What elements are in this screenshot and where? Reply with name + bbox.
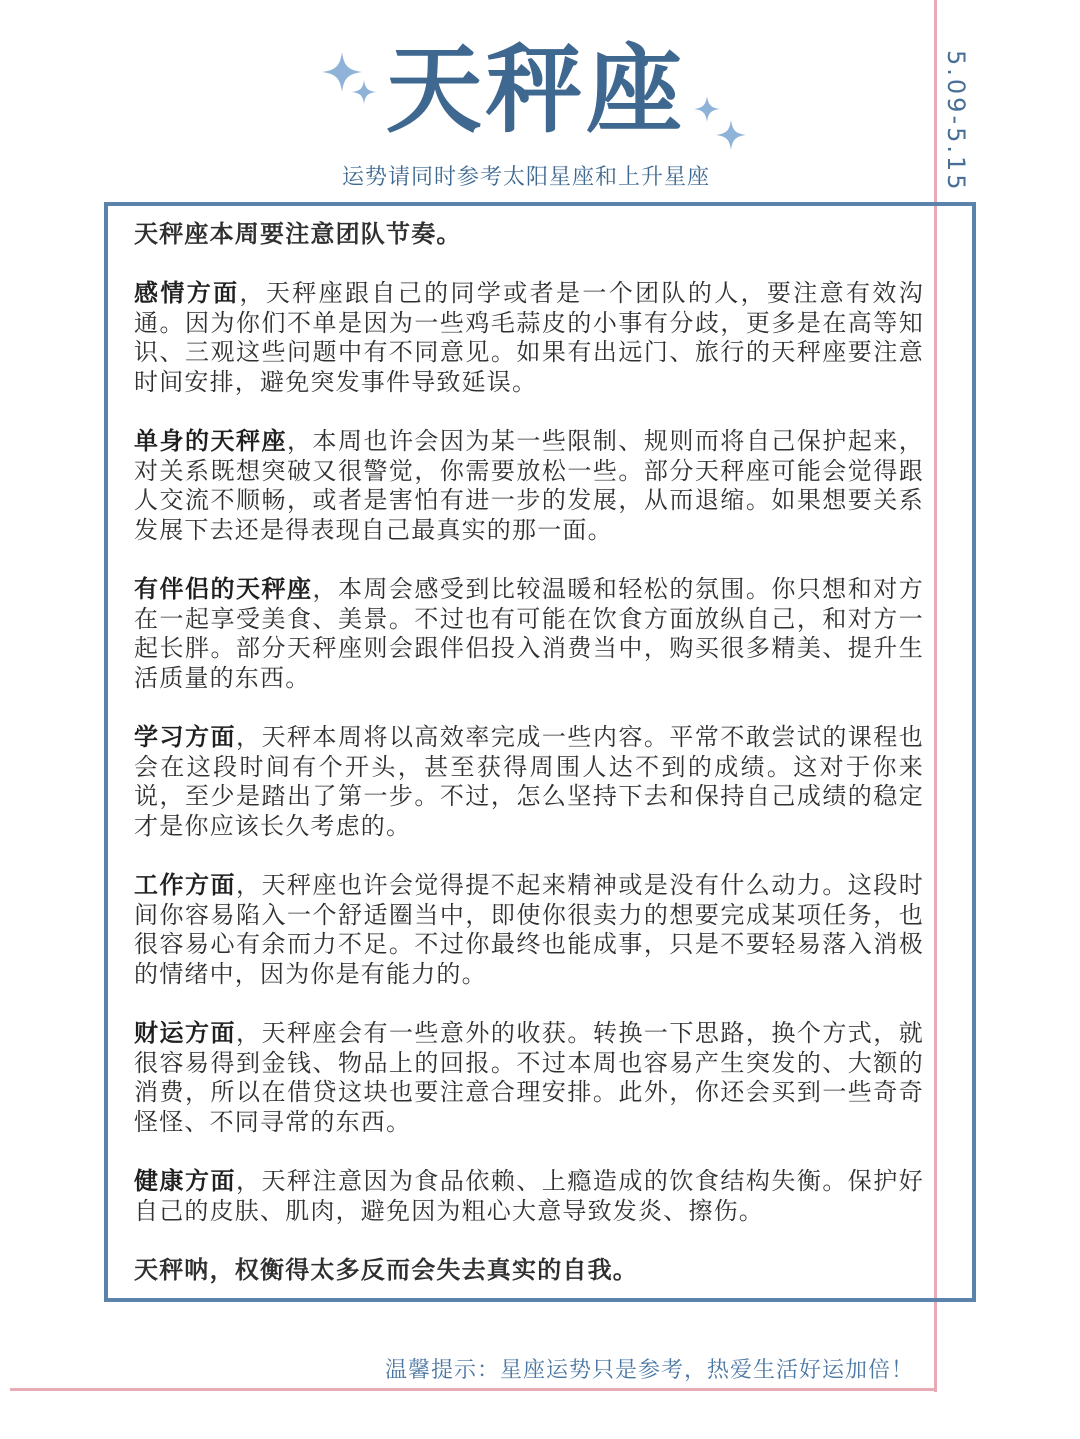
section-love	[134, 279, 924, 397]
section-heading: 有伴侣的天秤座	[134, 575, 313, 604]
section-body: ，天秤座跟自己的同学或者是一个团队的人，要注意有效沟通。因为你们不单是因为一些鸡毛蒜皮的小事有分歧，更多是在高等知识、三观这些问题中有不同意见。如果有出远门、旅行的天秤座要注意时间安排，避免突发事件导致延误。	[134, 279, 924, 396]
section-body: ，天秤座也许会觉得提不起来精神或是没有什么动力。这段时间你容易陷入一个舒适圈当中，即使你很卖力的想要完成某项任务，也很容易心有余而力不足。不过你最终也能成事，只是不要轻易落入消极的情绪中，因为你是有能力的。	[134, 871, 924, 988]
section-body: ，本周会感受到比较温暖和轻松的氛围。你只想和对方在一起享受美食、美景。不过也有可能在饮食方面放纵自己，和对方一起长胖。部分天秤座则会跟伴侣投入消费当中，购买很多精美、提升生活质量的东西。	[134, 575, 924, 692]
section-heading: 单身的天秤座	[134, 427, 287, 456]
closing-paragraph	[134, 1256, 924, 1286]
section-health	[134, 1167, 924, 1226]
section-heading: 感情方面	[134, 279, 240, 308]
closing-text: 天秤呐，权衡得太多反而会失去真实的自我。	[134, 1255, 638, 1284]
section-single	[134, 427, 924, 545]
intro-text: 天秤座本周要注意团队节奏。	[134, 220, 462, 248]
section-heading: 财运方面	[134, 1019, 236, 1048]
section-wealth	[134, 1019, 924, 1137]
section-body: ，天秤座会有一些意外的收获。转换一下思路，换个方式，就很容易得到金钱、物品上的回报。不过本周也容易产生突发的、大额的消费，所以在借贷这块也要注意合理安排。此外，你还会买到一些奇奇怪怪、不同寻常的东西。	[134, 1019, 924, 1136]
section-heading: 工作方面	[134, 871, 236, 900]
section-partnered	[134, 575, 924, 693]
section-body: ，本周也许会因为某一些限制、规则而将自己保护起来，对关系既想突破又很警觉，你需要放松一些。部分天秤座可能会觉得跟人交流不顺畅，或者是害怕有进一步的发展，从而退缩。如果想要关系发展下去还是得表现自己最真实的那一面。	[134, 427, 925, 544]
section-study	[134, 723, 924, 841]
section-body: ，天秤注意因为食品依赖、上瘾造成的饮食结构失衡。保护好自己的皮肤、肌肉，避免因为粗心大意导致发炎、擦伤。	[134, 1167, 924, 1225]
page-subtitle: 运势请同时参考太阳星座和上升星座	[341, 165, 710, 190]
section-heading: 学习方面	[134, 723, 236, 752]
horoscope-content	[134, 220, 924, 1315]
pink-horizontal-line	[10, 1388, 937, 1391]
section-heading: 健康方面	[134, 1167, 236, 1195]
date-range: 5.09-5.15	[942, 50, 970, 193]
footer-tip: 温馨提示：星座运势只是参考，热爱生活好运加倍！	[384, 1358, 914, 1383]
section-body: ，天秤本周将以高效率完成一些内容。平常不敢尝试的课程也会在这段时间有个开头，甚至获得周围人达不到的成绩。这对于你来说，至少是踏出了第一步。不过，怎么坚持下去和保持自己成绩的稳定才是你应该长久考虑的。	[134, 723, 924, 840]
intro-paragraph	[134, 220, 924, 250]
section-work	[134, 871, 924, 989]
page-title: 天秤座	[386, 34, 686, 146]
